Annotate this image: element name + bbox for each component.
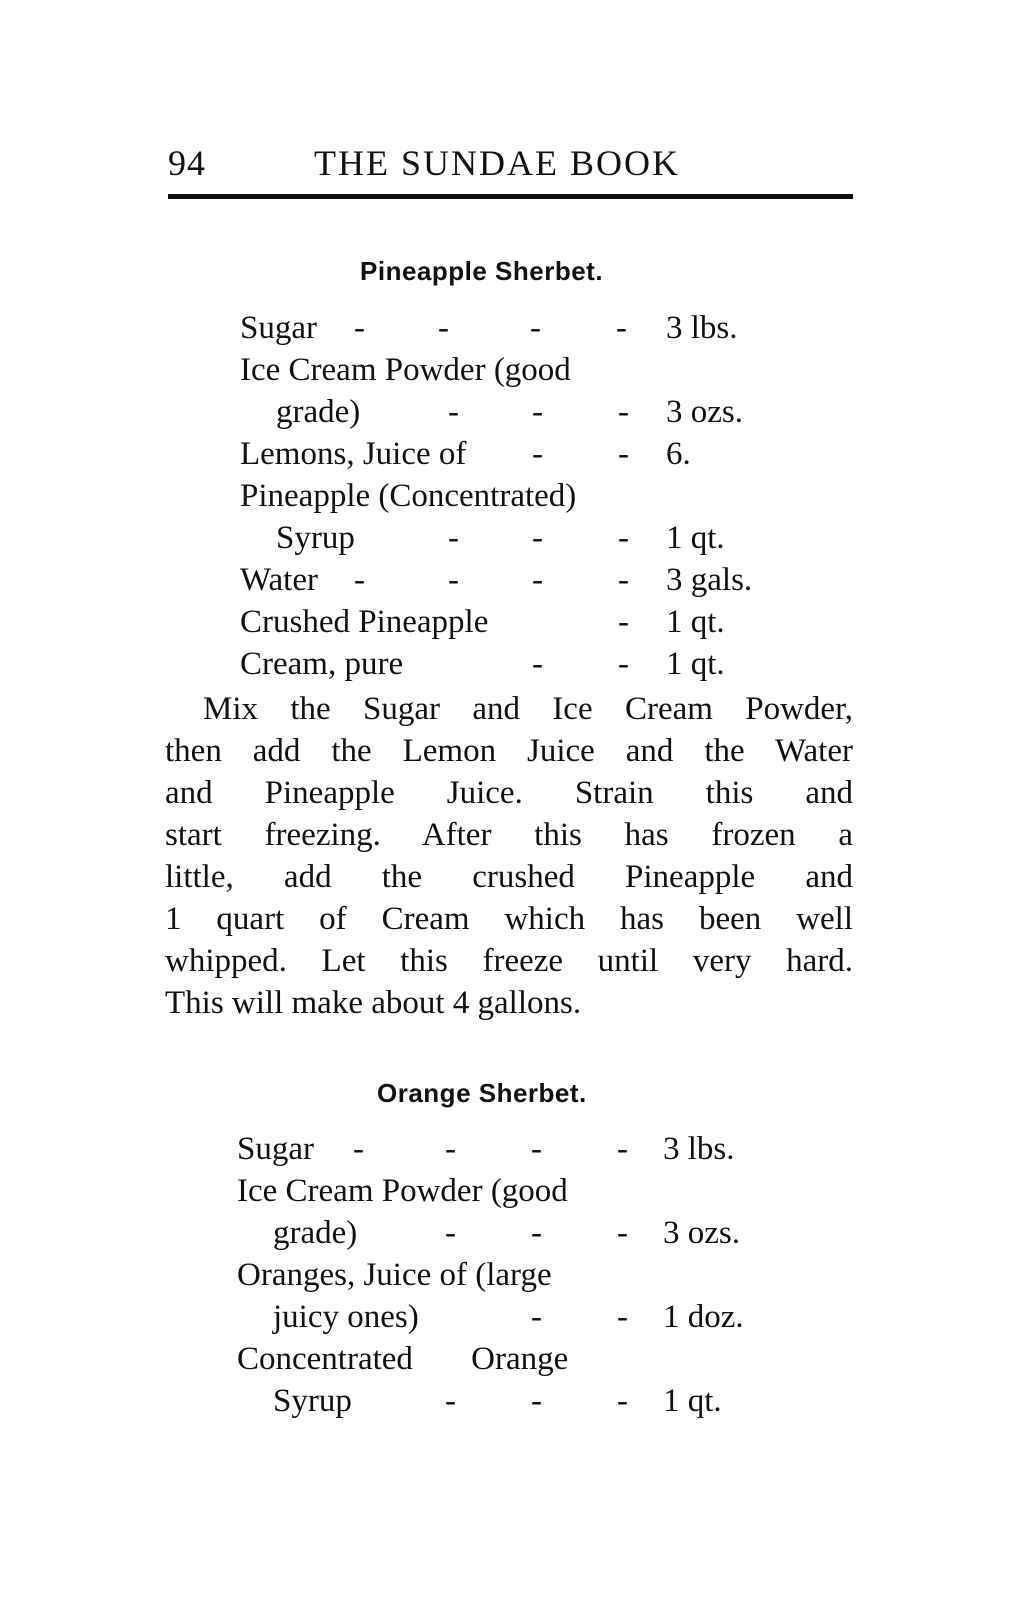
paragraph-line: then add the Lemon Juice and the Water <box>165 733 853 769</box>
ingredient-line <box>237 1212 797 1254</box>
ingredient-name: Syrup <box>276 520 355 556</box>
ingredient-line <box>237 1338 797 1380</box>
ingredient-name: Pineapple (Concentrated) <box>240 478 577 514</box>
ingredient-line <box>237 1380 797 1422</box>
ingredient-name: juicy ones) <box>273 1299 419 1335</box>
page-header <box>168 142 853 186</box>
recipe-title-orange-sherbet: Orange Sherbet. <box>377 1078 587 1108</box>
ingredient-name: Sugar <box>240 310 317 346</box>
ingredient-line <box>237 1296 797 1338</box>
leader-dashes: - - - - <box>354 310 627 346</box>
ingredient-name: Concentrated Orange <box>237 1341 569 1377</box>
paragraph-line: Mix the Sugar and Ice Cream Powder, <box>203 691 853 727</box>
leader-dashes: - - - <box>445 1215 628 1251</box>
ingredient-name: Cream, pure <box>240 646 404 682</box>
ingredient-name: Lemons, Juice of <box>240 436 467 472</box>
ingredient-quantity: 1 qt. <box>666 604 725 640</box>
leader-dashes: - - - - <box>354 562 629 598</box>
ingredient-name: Crushed Pineapple <box>240 604 489 640</box>
ingredient-quantity: 3 ozs. <box>666 394 743 430</box>
ingredient-line <box>237 1254 797 1296</box>
ingredient-line <box>237 1128 797 1170</box>
paragraph-line: 1 quart of Cream which has been well <box>165 901 853 937</box>
paragraph-line: and Pineapple Juice. Strain this and <box>165 775 853 811</box>
ingredient-name: Ice Cream Powder (good <box>237 1173 568 1209</box>
ingredient-line <box>240 601 800 643</box>
leader-dashes: - - - <box>445 1383 628 1419</box>
ingredient-quantity: 3 gals. <box>666 562 753 598</box>
ingredient-quantity: 1 doz. <box>663 1299 744 1335</box>
ingredient-name: Ice Cream Powder (good <box>240 352 571 388</box>
page-number: 94 <box>168 143 206 183</box>
leader-dashes: - - <box>531 1299 628 1335</box>
ingredient-name: Water <box>240 562 318 598</box>
ingredient-line <box>240 433 800 475</box>
leader-dashes: - - - - <box>353 1131 628 1167</box>
leader-dashes: - - <box>532 646 629 682</box>
running-title: THE SUNDAE BOOK <box>314 143 680 183</box>
leader-dashes: - - - <box>448 394 629 430</box>
header-rule <box>168 194 853 199</box>
paragraph-line: little, add the crushed Pineapple and <box>165 859 853 895</box>
ingredient-list-orange <box>237 1128 797 1422</box>
ingredient-quantity: 3 ozs. <box>663 1215 740 1251</box>
ingredient-name: grade) <box>273 1215 358 1251</box>
ingredient-quantity: 1 qt. <box>666 520 725 556</box>
ingredient-name: Syrup <box>273 1383 352 1419</box>
paragraph-line: This will make about 4 gallons. <box>165 985 582 1021</box>
ingredient-quantity: 1 qt. <box>666 646 725 682</box>
ingredient-quantity: 6. <box>666 436 691 472</box>
ingredient-line <box>240 517 800 559</box>
instructions-paragraph <box>165 688 853 1024</box>
ingredient-line <box>240 559 800 601</box>
leader-dashes: - - - <box>448 520 629 556</box>
ingredient-quantity: 3 lbs. <box>663 1131 735 1167</box>
ingredient-line <box>240 475 800 517</box>
paragraph-line: whipped. Let this freeze until very hard. <box>165 943 853 979</box>
ingredient-line <box>240 307 800 349</box>
ingredient-line <box>240 349 800 391</box>
ingredient-line <box>240 643 800 685</box>
ingredient-name: Oranges, Juice of (large <box>237 1257 552 1293</box>
ingredient-name: Sugar <box>237 1131 314 1167</box>
ingredient-line <box>237 1170 797 1212</box>
ingredient-list-pineapple <box>240 307 800 685</box>
recipe-title-pineapple-sherbet: Pineapple Sherbet. <box>360 256 604 286</box>
ingredient-quantity: 3 lbs. <box>666 310 738 346</box>
ingredient-quantity: 1 qt. <box>663 1383 722 1419</box>
paragraph-line: start freezing. After this has frozen a <box>165 817 853 853</box>
ingredient-line <box>240 391 800 433</box>
ingredient-name: grade) <box>276 394 361 430</box>
leader-dashes: - <box>618 604 629 640</box>
leader-dashes: - - <box>532 436 629 472</box>
